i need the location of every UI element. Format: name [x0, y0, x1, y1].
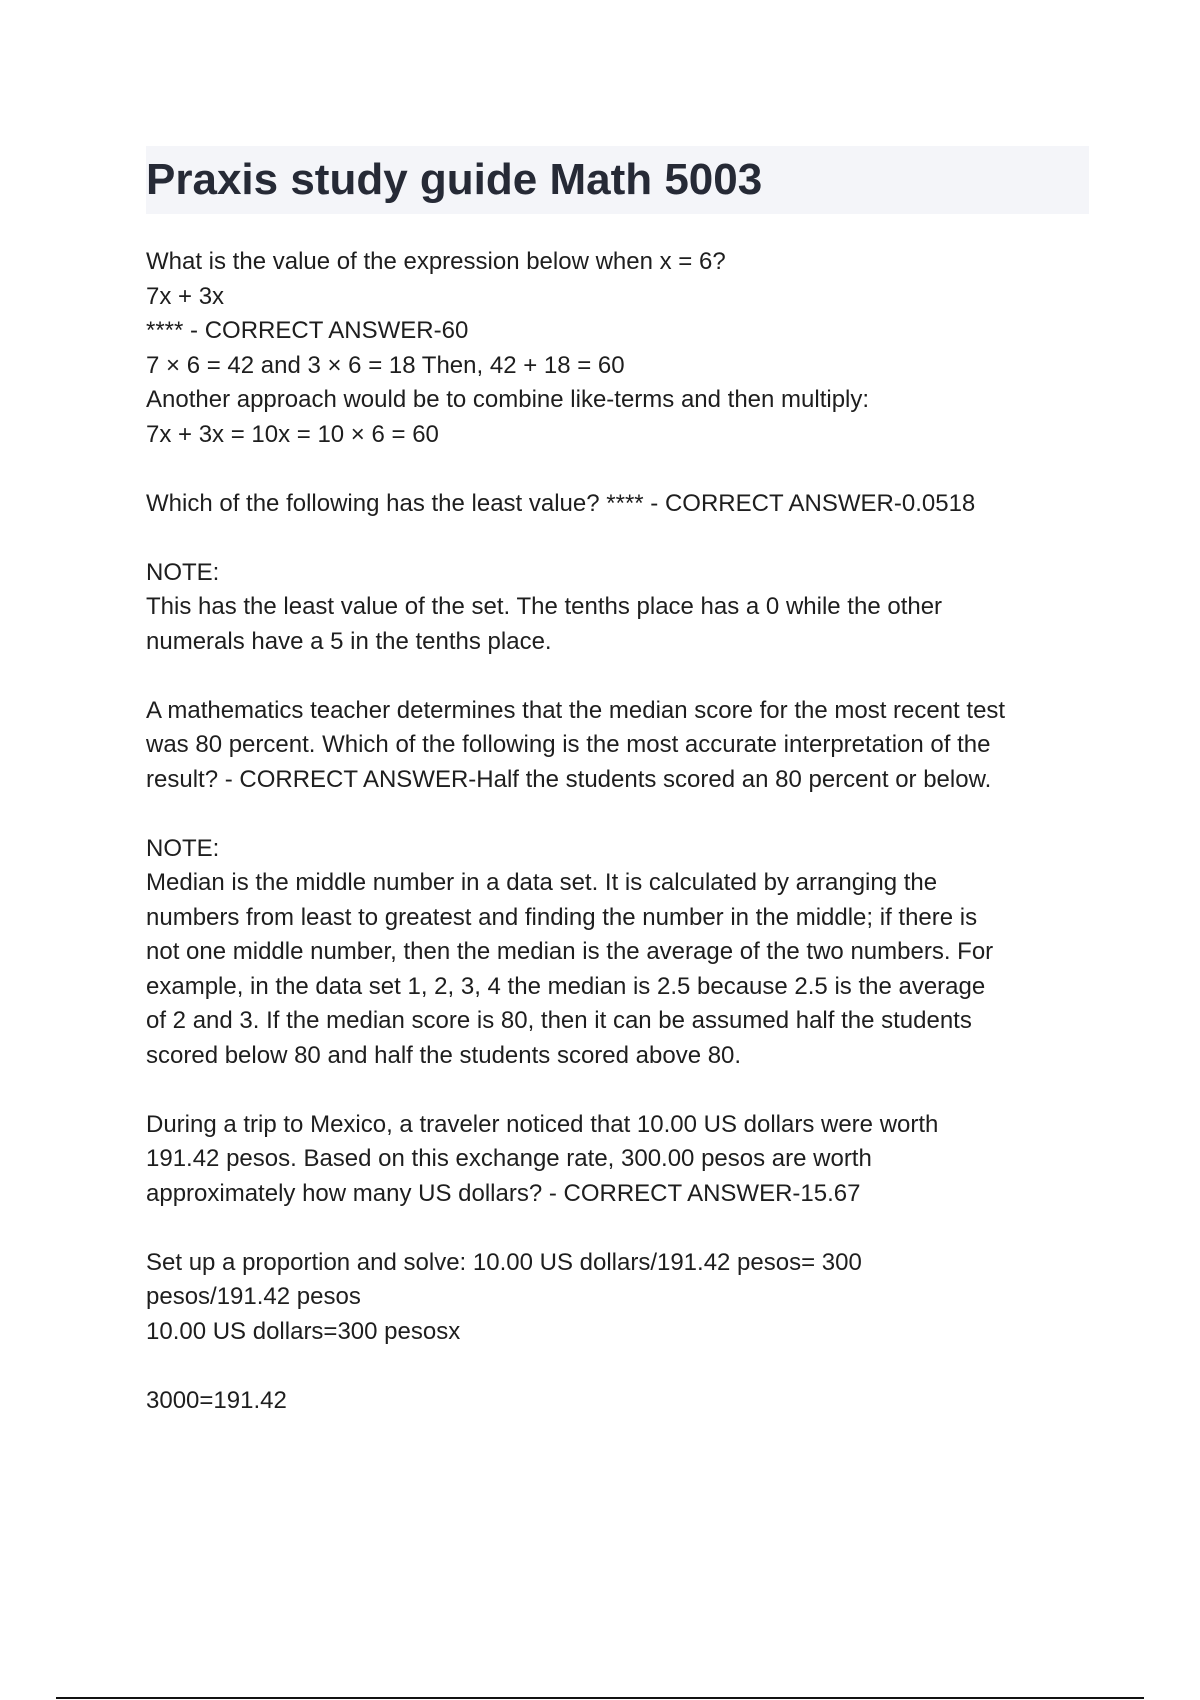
text-block	[146, 1246, 1096, 1350]
text-line: numbers from least to greatest and finding the number in the middle; if there is	[146, 903, 978, 931]
text-block	[146, 1108, 1096, 1212]
text-line: scored below 80 and half the students scored above 80.	[146, 1041, 742, 1069]
text-block	[146, 556, 1096, 660]
text-line: 191.42 pesos. Based on this exchange rate, 300.00 pesos are worth	[146, 1145, 872, 1172]
text-line: 7 × 6 = 42 and 3 × 6 = 18 Then, 42 + 18 = 60	[146, 351, 625, 379]
text-line: **** - CORRECT ANSWER-60	[146, 317, 469, 344]
text-block	[146, 1384, 1096, 1419]
text-line: A mathematics teacher determines that the median score for the most recent test	[146, 696, 1006, 724]
document-body	[146, 245, 1096, 1453]
text-block	[146, 832, 1096, 1074]
text-line: 7x + 3x	[146, 282, 225, 310]
title-banner	[146, 146, 1089, 214]
text-line: not one middle number, then the median is the average of the two numbers. For	[146, 938, 994, 965]
text-line: approximately how many US dollars? - CORRECT ANSWER-15.67	[146, 1179, 861, 1207]
text-line: Another approach would be to combine like-terms and then multiply:	[146, 386, 870, 413]
text-line: During a trip to Mexico, a traveler noticed that 10.00 US dollars were worth	[146, 1110, 939, 1138]
text-line: was 80 percent. Which of the following is the most accurate interpretation of the	[146, 731, 991, 758]
text-block	[146, 245, 1096, 452]
text-line: pesos/191.42 pesos	[146, 1283, 361, 1310]
text-line: example, in the data set 1, 2, 3, 4 the median is 2.5 because 2.5 is the average	[146, 972, 986, 1000]
text-line: What is the value of the expression below when x = 6?	[146, 248, 726, 275]
text-line: 7x + 3x = 10x = 10 × 6 = 60	[146, 420, 439, 448]
text-line: Median is the middle number in a data set. It is calculated by arranging the	[146, 869, 938, 896]
text-line: numerals have a 5 in the tenths place.	[146, 627, 552, 655]
text-line: 3000=191.42	[146, 1386, 287, 1414]
text-block	[146, 487, 1096, 522]
page-title: Praxis study guide Math 5003	[146, 155, 763, 204]
text-line: of 2 and 3. If the median score is 80, then it can be assumed half the students	[146, 1007, 972, 1034]
text-line: This has the least value of the set. The tenths place has a 0 while the other	[146, 593, 943, 620]
footer-divider	[56, 1697, 1144, 1699]
text-block	[146, 694, 1096, 798]
text-line: NOTE:	[146, 834, 220, 862]
text-line: result? - CORRECT ANSWER-Half the students scored an 80 percent or below.	[146, 765, 992, 793]
text-line: Which of the following has the least value? **** - CORRECT ANSWER-0.0518	[146, 489, 976, 517]
text-line: Set up a proportion and solve: 10.00 US dollars/191.42 pesos= 300	[146, 1248, 862, 1276]
text-line: NOTE:	[146, 558, 220, 586]
text-line: 10.00 US dollars=300 pesosx	[146, 1317, 461, 1345]
